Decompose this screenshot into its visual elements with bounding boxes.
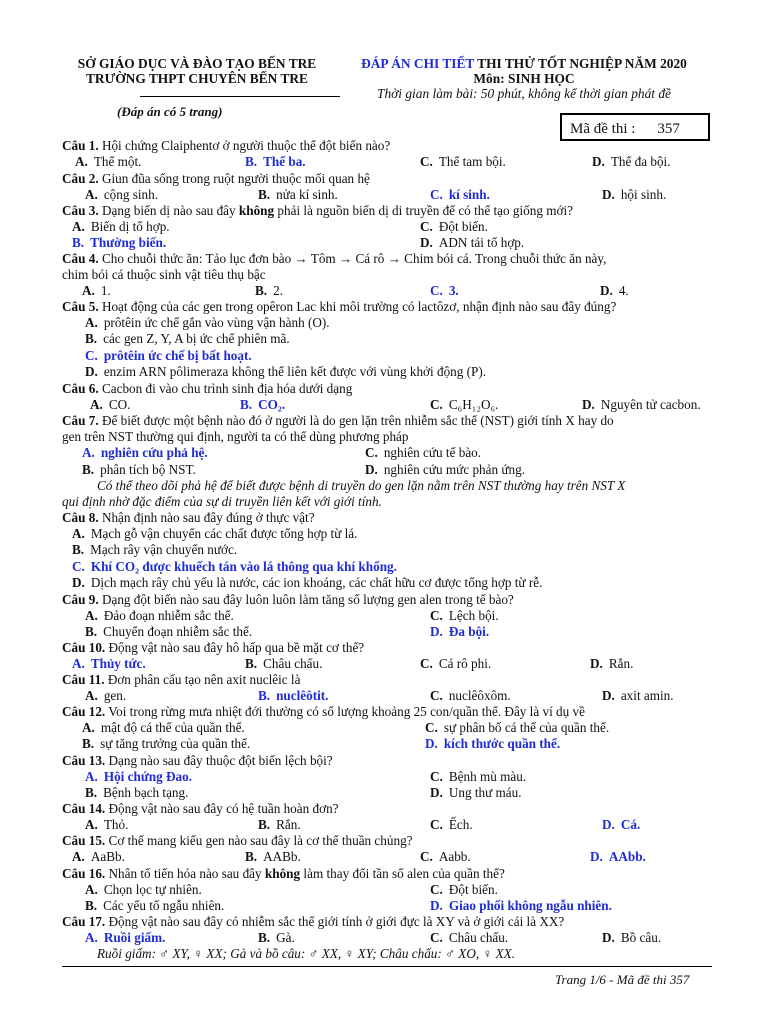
question-number: Câu 2. [62, 171, 99, 186]
question-number: Câu 4. [62, 251, 99, 266]
explanation-note: Ruồi giấm: ♂ XY, ♀ XX; Gà và bồ câu: ♂ XX, ♀ XY; Châu chấu: ♂ XO, ♀ XX. [97, 946, 516, 962]
answer-option [72, 656, 146, 672]
question-number: Câu 9. [62, 592, 99, 607]
answer-option [602, 817, 640, 833]
answer-option [85, 930, 165, 946]
question-text: Cho chuỗi thức ăn: Tảo lục đơn bào → Tôm → Cá rô → Chim bói cá. Trong chuỗi thức ăn này, [98, 251, 607, 266]
option-text: Châu chấu. [263, 656, 323, 672]
option-letter: C. [420, 154, 433, 170]
option-letter: A. [85, 315, 98, 331]
answer-option [72, 575, 542, 591]
option-letter: A. [72, 526, 85, 542]
option-letter: D. [85, 363, 98, 379]
answer-option [85, 688, 126, 704]
pages-note: (Đáp án có 5 trang) [117, 104, 223, 119]
option-text: Bệnh mù màu. [448, 769, 527, 785]
question-stem [62, 866, 722, 882]
question-stem [62, 413, 722, 429]
answer-option [85, 348, 252, 364]
answer-option [602, 187, 666, 203]
option-text: Thường biến. [90, 235, 167, 251]
option-letter: A. [85, 817, 98, 833]
option-letter: C. [425, 720, 438, 736]
option-text: Đột biến. [438, 219, 488, 235]
option-text: nuclêôxôm. [448, 688, 511, 704]
option-letter: B. [72, 235, 85, 251]
answer-option [602, 930, 661, 946]
question-stem [62, 251, 722, 267]
answer-option [420, 235, 524, 251]
option-text: Dịch mạch rây chủ yếu là nước, các ion khoáng, các chất hữu cơ được tổng hợp từ rễ. [90, 574, 543, 590]
answer-option [430, 608, 499, 624]
option-letter: D. [420, 235, 433, 251]
answer-option [85, 608, 234, 624]
answer-option [82, 736, 250, 752]
question-stem [62, 833, 722, 849]
exam-code-value: 357 [657, 121, 680, 137]
question-text: Nhân tố tiến hóa nào sau đây [105, 866, 265, 881]
question-text: Voi trong rừng mưa nhiệt đới thường có số lượng khoảng 25 con/quần thể. Đây là ví dụ về [105, 704, 585, 719]
option-text: Thủy tức. [90, 656, 146, 672]
option-letter: D. [425, 736, 438, 752]
question-text: Động vật nào sau đây có hệ tuần hoàn đơn? [105, 801, 339, 816]
option-letter: A. [85, 930, 98, 946]
question-number: Câu 3. [62, 203, 99, 218]
option-text: Giao phối không ngẫu nhiên. [448, 898, 612, 914]
question-stem [62, 138, 722, 154]
answer-option [430, 624, 489, 640]
option-letter: C. [430, 769, 443, 785]
option-text: CO₂. [258, 397, 286, 413]
question-stem [62, 203, 722, 219]
question-text: Hoạt động của các gen trong opêron Lac khi môi trường có lactôzơ, nhận định nào sau đây đúng? [98, 299, 617, 314]
option-text: enzim ARN pôlimeraza không thể liên kết được với vùng khởi động (P). [103, 363, 487, 379]
question-number: Câu 11. [62, 672, 105, 687]
answer-option [82, 445, 208, 461]
answer-option [430, 187, 490, 203]
answer-option [85, 187, 158, 203]
option-text: nghiên cứu mức phản ứng. [383, 461, 526, 477]
answer-option [85, 882, 202, 898]
option-letter: C. [430, 930, 443, 946]
option-text: hội sinh. [620, 187, 667, 203]
option-letter: B. [85, 785, 98, 801]
option-letter: D. [602, 930, 615, 946]
option-letter: B. [82, 736, 95, 752]
option-text: sự tăng trưởng của quần thể. [100, 736, 251, 752]
answer-option [82, 462, 196, 478]
option-text: prôtêin ức chế bị bất hoạt. [103, 347, 252, 363]
option-text: axit amin. [620, 688, 674, 704]
exam-time: Thời gian làm bài: 50 phút, không kể thời gian phát đề [377, 86, 671, 101]
option-text: kích thước quần thể. [443, 736, 561, 752]
option-letter: D. [602, 688, 615, 704]
answer-option [85, 331, 290, 347]
option-letter: C. [420, 219, 433, 235]
question-text: Giun đũa sống trong ruột người thuộc mối quan hệ [98, 171, 370, 186]
option-text: phân tích bộ NST. [100, 461, 196, 477]
question-text: Dạng nào sau đây thuộc đột biến lệch bội? [105, 753, 333, 768]
question-number: Câu 13. [62, 753, 106, 768]
question-text-continued: chim bói cá thuộc sinh vật tiêu thụ bậc [62, 267, 266, 283]
answer-option [258, 930, 295, 946]
question-text: Cơ thể mang kiểu gen nào sau đây là cơ thể thuần chủng? [105, 833, 413, 848]
answer-option [72, 219, 170, 235]
option-text: Rắn. [276, 817, 301, 833]
option-letter: C. [430, 882, 443, 898]
question-text: Đơn phân cấu tạo nên axit nuclêic là [104, 672, 301, 687]
question-number: Câu 15. [62, 833, 106, 848]
option-letter: A. [75, 154, 88, 170]
question-number: Câu 8. [62, 510, 99, 525]
option-text: Thể đa bội. [610, 154, 671, 170]
question-stem [62, 592, 722, 608]
option-letter: A. [82, 720, 95, 736]
exam-code-box [560, 113, 710, 141]
answer-option [72, 542, 237, 558]
answer-option [365, 462, 525, 478]
option-letter: A. [85, 882, 98, 898]
option-letter: A. [82, 445, 95, 461]
option-text: ADN tái tổ hợp. [438, 235, 525, 251]
answer-option [590, 849, 646, 865]
option-letter: B. [245, 154, 258, 170]
option-text: 4. [618, 283, 629, 299]
option-letter: A. [72, 849, 85, 865]
answer-option [258, 187, 338, 203]
answer-option [85, 364, 486, 380]
school-name: TRƯỜNG THPT CHUYÊN BẾN TRE [86, 71, 308, 86]
answer-option [245, 154, 306, 170]
question-text: Cacbon đi vào chu trình sinh địa hóa dưới dạng [98, 381, 353, 396]
option-letter: B. [85, 898, 98, 914]
answer-option [245, 849, 301, 865]
answer-option [430, 817, 473, 833]
question-stem [62, 704, 722, 720]
option-text: kí sinh. [448, 187, 490, 203]
question-number: Câu 16. [62, 866, 106, 881]
option-text: Bồ câu. [620, 930, 662, 946]
answer-option [602, 688, 674, 704]
exam-code-label: Mã đề thi : [570, 121, 636, 137]
option-letter: C. [430, 397, 443, 413]
answer-option [85, 769, 192, 785]
question-text: phải là nguồn biến dị di truyền để có thể tạo giống mới? [274, 203, 573, 218]
option-text: Đa bội. [448, 624, 490, 640]
footer-divider [62, 966, 712, 967]
option-letter: B. [258, 930, 271, 946]
option-text: Thể ba. [263, 154, 306, 170]
option-text: 1. [100, 283, 111, 299]
answer-option [420, 656, 491, 672]
option-text: Bệnh bạch tạng. [103, 785, 189, 801]
option-letter: D. [602, 817, 615, 833]
option-text: Đột biến. [448, 882, 498, 898]
option-letter: B. [72, 542, 85, 558]
option-text: Thể một. [93, 154, 142, 170]
option-letter: B. [85, 331, 98, 347]
option-text: Rắn. [608, 656, 634, 672]
answer-option [430, 898, 612, 914]
answer-option [255, 283, 283, 299]
answer-option [590, 656, 633, 672]
divider [140, 96, 340, 97]
question-number: Câu 1. [62, 138, 99, 153]
option-letter: A. [72, 219, 85, 235]
exam-title-block [334, 56, 714, 101]
option-text: Hội chứng Đao. [103, 769, 192, 785]
option-letter: C. [430, 283, 443, 299]
question-stem [62, 299, 722, 315]
answer-option [430, 882, 498, 898]
answer-option [258, 688, 328, 704]
option-letter: D. [590, 849, 603, 865]
option-letter: B. [85, 624, 98, 640]
question-stem [62, 672, 722, 688]
option-text: Đảo đoạn nhiễm sắc thể. [103, 608, 234, 624]
option-letter: B. [258, 187, 271, 203]
option-text: Thỏ. [103, 817, 129, 833]
option-text: Aabb. [438, 849, 471, 865]
option-letter: A. [85, 187, 98, 203]
option-text: CO. [108, 397, 131, 413]
answer-option [600, 283, 629, 299]
option-text: nuclêôtit. [276, 688, 329, 704]
option-text: Chuyển đoạn nhiễm sắc thể. [103, 624, 253, 640]
explanation-note: Có thể theo dõi phả hệ để biết được bệnh di truyền do gen lặn nằm trên NST thường hay trên NST X [97, 477, 626, 493]
answer-option [72, 559, 397, 575]
question-text-emphasis: không [238, 203, 275, 218]
option-letter: D. [430, 624, 443, 640]
question-text-continued: gen trên NST thường qui định, người ta có thể dùng phương pháp [62, 429, 409, 445]
option-text: mật độ cá thể của quần thể. [100, 720, 245, 736]
option-text: Mạch gỗ vận chuyển các chất được tổng hợp từ lá. [90, 526, 358, 542]
option-text: AABb. [263, 849, 301, 865]
option-letter: C. [85, 347, 98, 363]
answer-option [258, 817, 301, 833]
option-text: Biến dị tổ hợp. [90, 219, 170, 235]
option-letter: D. [430, 898, 443, 914]
option-text: C₆H₁₂O₆. [448, 397, 499, 413]
option-letter: D. [600, 283, 613, 299]
option-letter: C. [72, 558, 85, 574]
school-department: SỞ GIÁO DỤC VÀ ĐÀO TẠO BẾN TRE [77, 56, 317, 71]
question-number: Câu 5. [62, 299, 99, 314]
option-letter: D. [602, 187, 615, 203]
option-text: prôtêin ức chế gắn vào vùng vận hành (O). [103, 315, 330, 331]
option-text: nửa kí sinh. [276, 187, 338, 203]
question-number: Câu 6. [62, 381, 99, 396]
option-letter: C. [430, 608, 443, 624]
option-text: nghiên cứu phả hệ. [100, 445, 208, 461]
option-letter: B. [240, 397, 253, 413]
answer-option [72, 235, 166, 251]
question-number: Câu 12. [62, 704, 106, 719]
answer-option [430, 688, 511, 704]
option-letter: D. [582, 397, 595, 413]
question-stem [62, 510, 722, 526]
question-text: Dạng biến dị nào sau đây [98, 203, 239, 218]
answer-option [85, 624, 252, 640]
answer-option [365, 445, 481, 461]
option-letter: A. [85, 769, 98, 785]
option-letter: C. [430, 187, 443, 203]
answer-option [85, 315, 330, 331]
answer-option [85, 898, 224, 914]
option-letter: B. [258, 688, 271, 704]
answer-option [420, 154, 506, 170]
exam-subject: Môn: SINH HỌC [473, 71, 575, 86]
option-text: gen. [103, 688, 127, 704]
question-stem [62, 801, 722, 817]
answer-option [430, 283, 459, 299]
option-letter: C. [365, 445, 378, 461]
option-letter: A. [85, 688, 98, 704]
answer-option [72, 849, 125, 865]
option-text: Khí CO₂ được khuếch tán vào lá thông qua khí khổng. [90, 558, 397, 574]
question-number: Câu 7. [62, 413, 99, 428]
option-text: Cá rô phi. [438, 656, 492, 672]
answer-option [425, 736, 560, 752]
answer-option [430, 930, 508, 946]
option-letter: C. [420, 849, 433, 865]
option-text: Ếch. [448, 817, 473, 833]
answer-option [420, 849, 471, 865]
answer-option [85, 785, 188, 801]
option-text: sự phân bố cá thể của quần thể. [443, 720, 610, 736]
option-text: 3. [448, 283, 459, 299]
option-letter: B. [258, 817, 271, 833]
option-text: AAbb. [608, 849, 646, 865]
answer-option [420, 219, 488, 235]
answer-option [582, 397, 701, 413]
option-letter: A. [85, 608, 98, 624]
option-letter: B. [245, 849, 258, 865]
question-text: Động vật nào sau đây hô hấp qua bề mặt cơ thể? [105, 640, 365, 655]
option-text: Lệch bội. [448, 608, 499, 624]
answer-option [430, 397, 498, 413]
question-text-emphasis: không [264, 866, 301, 881]
answer-option [72, 526, 357, 542]
answer-option [430, 785, 522, 801]
option-text: cộng sinh. [103, 187, 159, 203]
question-number: Câu 10. [62, 640, 106, 655]
option-letter: D. [365, 461, 378, 477]
question-text: Động vật nào sau đây có nhiễm sắc thể giới tính ở giới đực là XY và ở giới cái là XX? [105, 914, 565, 929]
option-text: Mạch rây vận chuyển nước. [90, 542, 238, 558]
option-text: Cá. [620, 817, 641, 833]
school-block [62, 56, 332, 86]
answer-option [82, 720, 245, 736]
answer-option [85, 817, 128, 833]
question-text: Hội chứng Claiphentơ ở người thuộc thể đột biến nào? [98, 138, 391, 153]
question-stem [62, 381, 722, 397]
option-letter: D. [430, 785, 443, 801]
option-text: Gà. [276, 930, 295, 946]
option-text: Thể tam bội. [438, 154, 506, 170]
option-letter: A. [90, 397, 103, 413]
option-letter: D. [590, 656, 603, 672]
option-text: Các yếu tố ngẫu nhiên. [103, 898, 225, 914]
answer-option [240, 397, 285, 413]
page-footer: Trang 1/6 - Mã đề thi 357 [555, 972, 690, 987]
question-text: Nhận định nào sau đây đúng ở thực vật? [98, 510, 315, 525]
question-stem [62, 171, 722, 187]
option-letter: D. [72, 574, 85, 590]
option-letter: B. [245, 656, 258, 672]
option-text: Ruồi giấm. [103, 930, 166, 946]
answer-option [425, 720, 609, 736]
answer-option [592, 154, 671, 170]
option-letter: C. [420, 656, 433, 672]
answer-option [75, 154, 141, 170]
answer-option [90, 397, 130, 413]
option-letter: D. [592, 154, 605, 170]
question-number: Câu 14. [62, 801, 106, 816]
question-stem [62, 753, 722, 769]
exam-title-rest: THI THỬ TỐT NGHIỆP NĂM 2020 [474, 56, 687, 71]
option-letter: C. [430, 688, 443, 704]
answer-option [82, 283, 111, 299]
option-text: AaBb. [90, 849, 125, 865]
question-text: làm thay đổi tần số alen của quần thể? [300, 866, 505, 881]
option-text: 2. [273, 283, 283, 299]
question-number: Câu 17. [62, 914, 106, 929]
option-text: Chọn lọc tự nhiên. [103, 882, 202, 898]
option-text: nghiên cứu tế bào. [383, 445, 482, 461]
option-letter: B. [82, 461, 95, 477]
option-letter: A. [72, 656, 85, 672]
option-letter: C. [430, 817, 443, 833]
question-text: Để biết được một bệnh nào đó ở người là do gen lặn trên nhiễm sắc thể (NST) giới tính X hay do [98, 413, 614, 428]
answer-option [430, 769, 526, 785]
exam-title-highlight: ĐÁP ÁN CHI TIẾT [361, 56, 475, 71]
option-text: Châu chấu. [448, 930, 509, 946]
question-stem [62, 914, 722, 930]
exam-title [334, 56, 714, 71]
option-text: Ung thư máu. [448, 785, 522, 801]
question-stem [62, 640, 722, 656]
option-letter: B. [255, 283, 268, 299]
option-letter: A. [82, 283, 95, 299]
option-text: Nguyên tử cacbon. [600, 397, 701, 413]
answer-option [245, 656, 322, 672]
explanation-note: qui định nhờ đặc điểm của sự di truyền liên kết với giới tính. [62, 494, 382, 509]
option-text: các gen Z, Y, A bị ức chế phiên mã. [103, 331, 290, 347]
question-text: Dạng đột biến nào sau đây luôn luôn làm tăng số lượng gen alen trong tế bào? [98, 592, 514, 607]
